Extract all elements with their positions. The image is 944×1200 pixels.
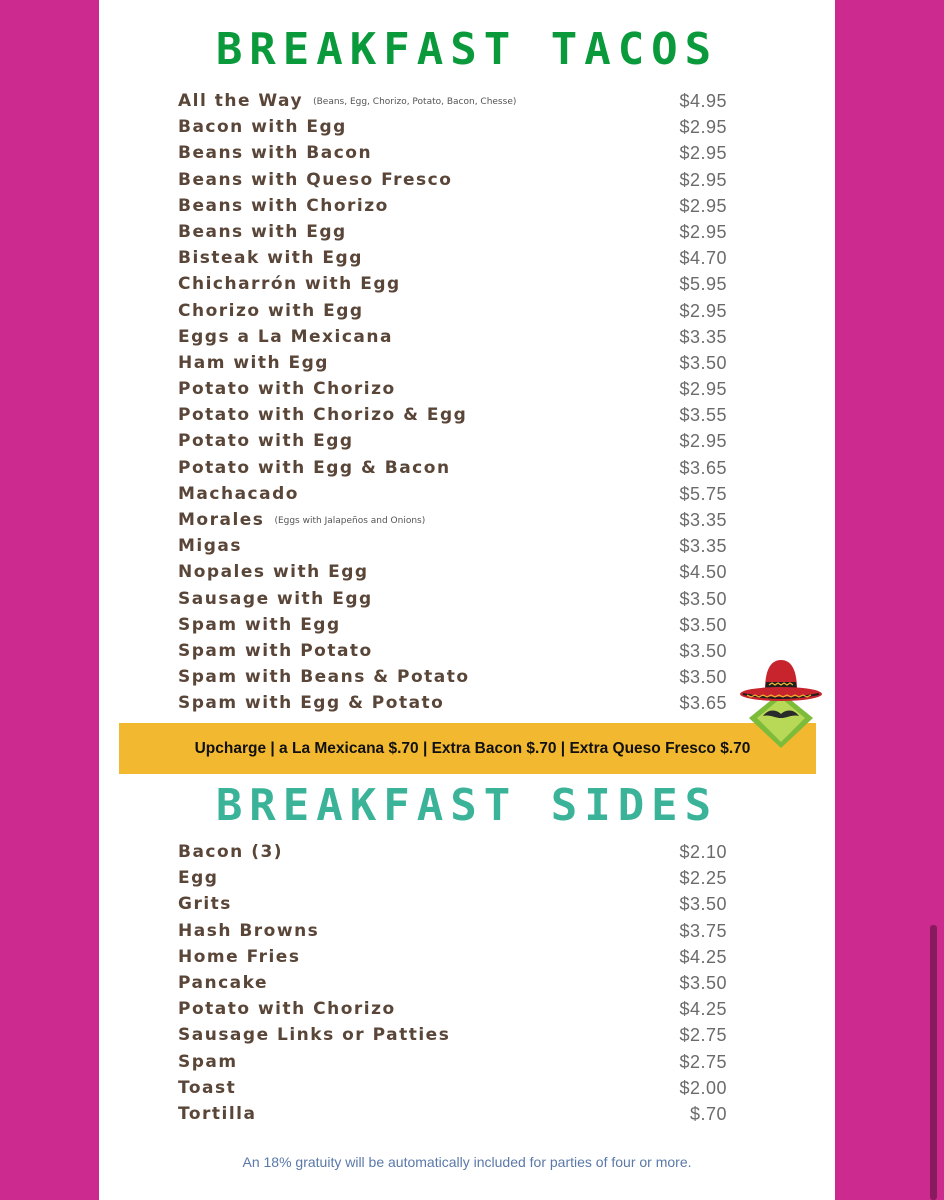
menu-item [99,612,835,638]
menu-item-label: Egg [178,868,219,889]
menu-item-name [178,376,396,402]
menu-item [99,455,835,481]
menu-item-label: Spam [178,1051,238,1072]
menu-item-label: Migas [178,536,243,557]
sides-list [99,839,835,1127]
menu-item-price: $3.65 [679,693,727,714]
menu-item-name [178,245,363,271]
menu-item [99,865,835,891]
menu-item-name [178,612,341,638]
menu-item-name [178,193,389,219]
menu-item-name [178,402,467,428]
menu-item [99,114,835,140]
menu-item-price: $3.35 [679,510,727,530]
menu-item-name [178,865,218,891]
menu-item-price: $3.50 [679,667,727,688]
menu-item-name [178,219,347,245]
menu-item-name [178,559,369,585]
menu-item-name [178,481,299,507]
upcharge-text: Upcharge | a La Mexicana $.70 | Extra Bacon $.70 | Extra Queso Fresco $.70 [194,739,751,757]
menu-item-price: $4.70 [679,248,727,269]
menu-item [99,245,835,271]
menu-item [99,481,835,507]
menu-item [99,559,835,585]
menu-item-price: $3.50 [679,894,727,915]
menu-item-price: $2.95 [679,379,727,400]
sides-heading: BREAKFAST SIDES [215,780,719,831]
menu-item-name [178,970,268,996]
upcharge-banner [119,723,816,774]
menu-item-name [178,891,232,917]
menu-item-label: Beans with Queso Fresco [178,169,453,190]
menu-item [99,638,835,664]
menu-page [99,0,835,1200]
menu-item [99,1022,835,1048]
menu-item-price: $4.25 [679,946,727,967]
menu-item-price: $3.65 [679,457,727,478]
menu-item-label: Beans with Chorizo [178,195,389,216]
menu-item-label: Bacon with Egg [178,117,347,138]
tacos-list [99,88,835,717]
menu-item-name [178,114,347,140]
menu-item-price: $2.95 [679,169,727,190]
menu-item [99,193,835,219]
menu-item-price: $3.75 [679,920,727,941]
menu-item [99,533,835,559]
menu-item-name [178,533,242,559]
menu-item-name [178,140,372,166]
menu-item [99,586,835,612]
menu-item-name [178,944,300,970]
menu-item [99,839,835,865]
menu-item-label: Eggs a La Mexicana [178,326,393,347]
menu-item-name [178,586,373,612]
menu-item-price: $2.75 [679,1051,727,1072]
menu-item-price: $3.50 [679,352,727,373]
menu-item-price: $3.35 [679,536,727,557]
menu-item-label: Spam with Potato [178,640,373,661]
menu-item-name [178,1075,236,1101]
menu-item-price: $.70 [689,1103,727,1124]
menu-item [99,970,835,996]
menu-item-label: Sausage Links or Patties [178,1025,451,1046]
menu-item-label: All the Way [178,91,304,111]
menu-item-label: Potato with Egg [178,431,354,452]
menu-item-name [178,664,470,690]
menu-item-label: Machacado [178,483,299,504]
menu-item [99,1075,835,1101]
sombrero-mustache-icon [739,658,823,750]
menu-item-name [178,167,452,193]
menu-item-label: Sausage with Egg [178,588,373,609]
menu-item-label: Beans with Egg [178,221,347,242]
menu-item-name [178,1101,256,1127]
menu-item-price: $2.95 [679,300,727,321]
menu-item-name [178,324,393,350]
menu-item-note: (Eggs with Jalapeños and Onions) [274,516,426,526]
menu-item-label: Morales [178,510,265,530]
scrollbar[interactable] [930,925,937,1200]
menu-item-price: $2.95 [679,221,727,242]
menu-item-price: $3.35 [679,326,727,347]
menu-item [99,140,835,166]
menu-item-label: Ham with Egg [178,352,329,373]
menu-item [99,376,835,402]
menu-item-label: Home Fries [178,946,301,967]
menu-item-label: Beans with Bacon [178,143,373,164]
menu-item-label: Hash Browns [178,920,320,941]
menu-item-price: $2.10 [679,842,727,862]
menu-item [99,690,835,716]
menu-item-price: $2.95 [679,195,727,216]
menu-item-name [178,996,396,1022]
menu-item-label: Potato with Chorizo [178,379,396,400]
menu-item-label: Tortilla [178,1103,257,1124]
menu-item-price: $3.55 [679,405,727,426]
menu-item [99,918,835,944]
menu-item [99,1049,835,1075]
menu-item-label: Bacon (3) [178,842,284,862]
menu-item-price: $5.95 [679,274,727,295]
tacos-heading: BREAKFAST TACOS [215,24,719,75]
menu-item-label: Spam with Egg & Potato [178,693,445,714]
menu-item [99,167,835,193]
menu-item-price: $3.50 [679,614,727,635]
menu-item-name [178,638,373,664]
menu-item [99,88,835,114]
menu-item [99,428,835,454]
menu-item-price: $2.95 [679,431,727,452]
menu-item-label: Potato with Egg & Bacon [178,457,451,478]
menu-item-price: $2.75 [679,1025,727,1046]
menu-item-label: Toast [178,1077,237,1098]
menu-item-name [178,1049,238,1075]
menu-item-price: $5.75 [679,483,727,504]
menu-item-name [178,507,425,534]
menu-item-name [178,455,451,481]
menu-item-name [178,298,364,324]
menu-item-name [178,350,329,376]
menu-item [99,298,835,324]
menu-item-price: $4.50 [679,562,727,583]
menu-item [99,996,835,1022]
menu-item-price: $2.25 [679,868,727,889]
menu-item-label: Pancake [178,972,269,993]
menu-item [99,219,835,245]
menu-item [99,891,835,917]
menu-item-label: Spam with Beans & Potato [178,667,470,688]
menu-item [99,271,835,297]
menu-item [99,402,835,428]
menu-item-label: Bisteak with Egg [178,248,363,269]
menu-item-name [178,88,516,115]
menu-item-name [178,271,401,297]
menu-item-name [178,918,319,944]
menu-item-price: $3.50 [679,588,727,609]
menu-item [99,664,835,690]
menu-item [99,507,835,533]
menu-item [99,944,835,970]
menu-item-price: $3.50 [679,972,727,993]
menu-item-name [178,1022,450,1048]
menu-item-price: $3.50 [679,640,727,661]
menu-item-label: Chorizo with Egg [178,300,364,321]
menu-item-note: (Beans, Egg, Chorizo, Potato, Bacon, Chesse) [313,97,517,107]
menu-item-label: Potato with Chorizo [178,999,396,1020]
gratuity-note: An 18% gratuity will be automatically included for parties of four or more. [242,1154,692,1170]
menu-item-name [178,428,354,454]
menu-item-price: $4.25 [679,999,727,1020]
menu-item-label: Spam with Egg [178,614,341,635]
menu-item-label: Potato with Chorizo & Egg [178,405,468,426]
menu-item-price: $2.95 [679,143,727,164]
menu-item-label: Nopales with Egg [178,562,369,583]
menu-item-price: $2.95 [679,117,727,138]
menu-item [99,324,835,350]
menu-item-price: $4.95 [679,91,727,111]
menu-item [99,350,835,376]
menu-item-label: Grits [178,894,232,915]
menu-item-name [178,690,444,716]
menu-item [99,1101,835,1127]
menu-item-name [178,839,283,865]
menu-item-label: Chicharrón with Egg [178,274,401,295]
menu-item-price: $2.00 [679,1077,727,1098]
